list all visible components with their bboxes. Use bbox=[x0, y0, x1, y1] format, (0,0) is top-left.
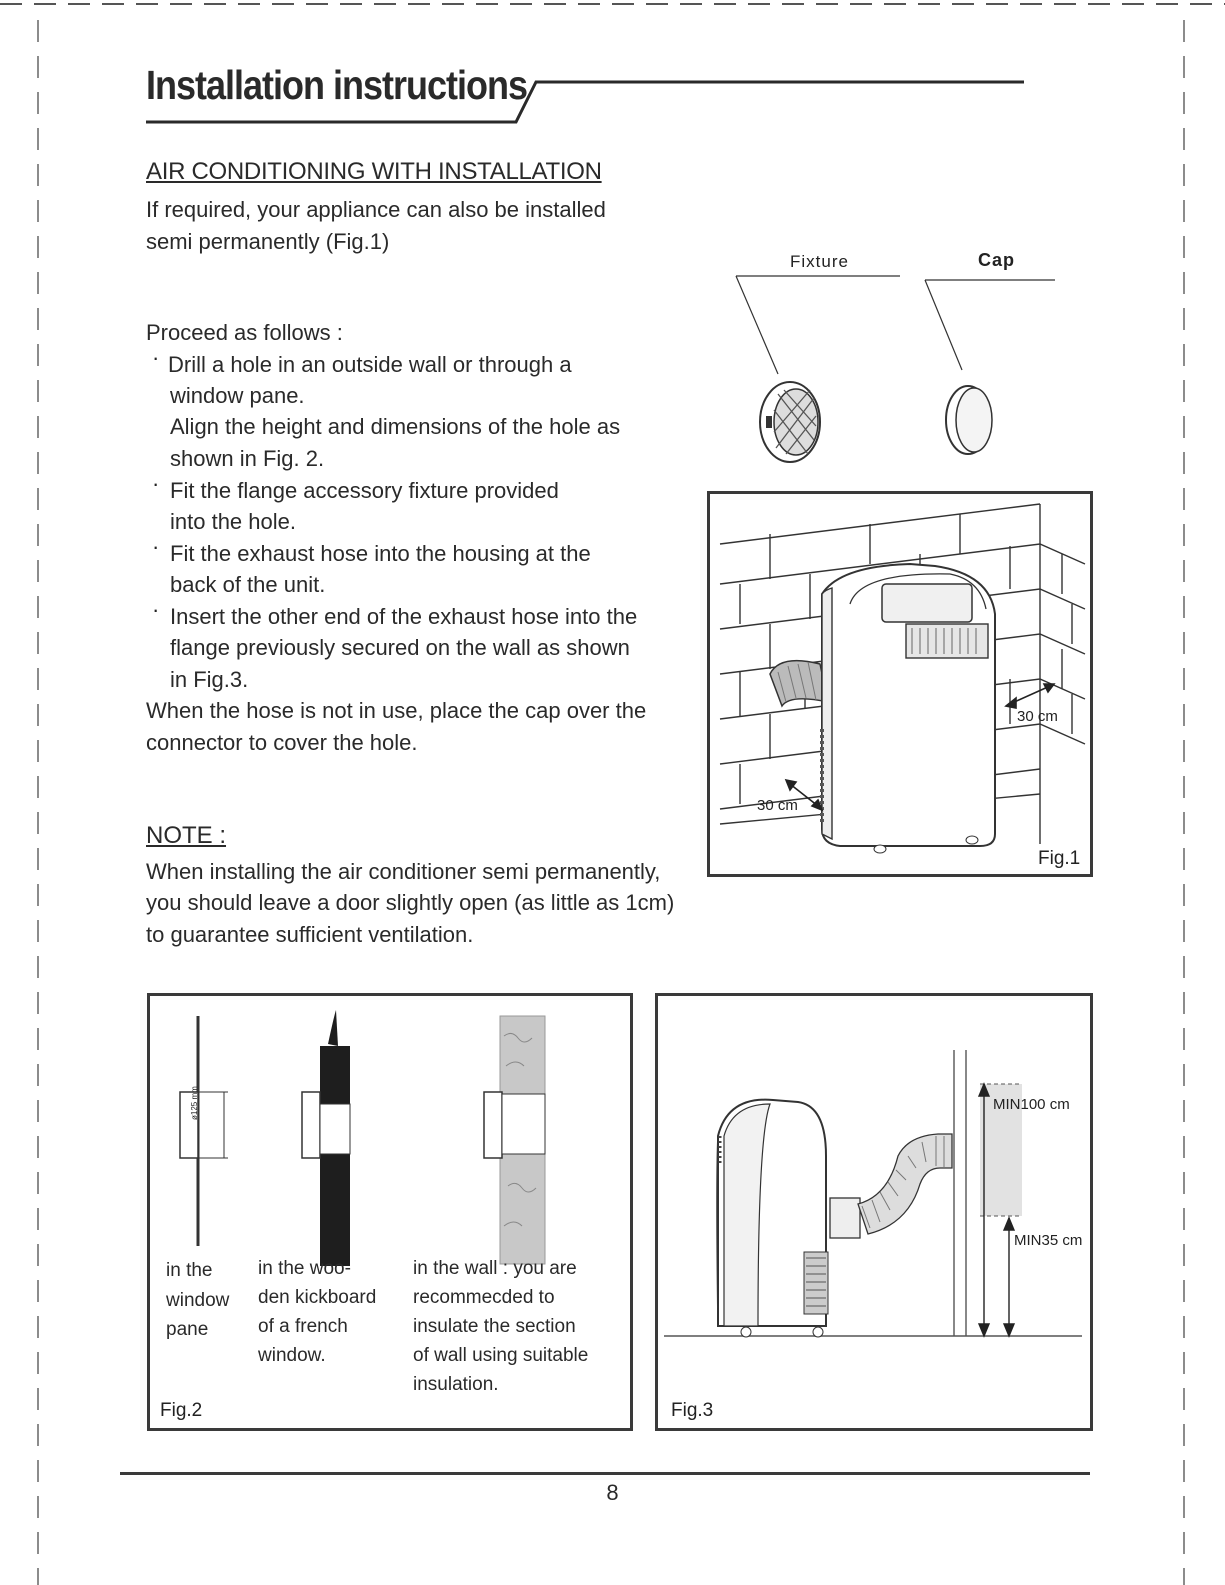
cap-icon bbox=[946, 386, 992, 454]
header-rule bbox=[140, 74, 1030, 130]
section-heading: AIR CONDITIONING WITH INSTALLATION bbox=[146, 158, 602, 185]
page-title: Installation instructions bbox=[146, 62, 528, 108]
fig2-dimension-label: ø125 mm bbox=[190, 1086, 199, 1120]
bullet-dot: · bbox=[152, 345, 160, 370]
bullet-dot: · bbox=[152, 534, 160, 559]
step-1-line-1: Drill a hole in an outside wall or through a bbox=[168, 352, 572, 377]
fig2-wood-caption-3: of a french bbox=[258, 1316, 348, 1337]
fig2-window-caption-1: in the bbox=[166, 1260, 213, 1281]
wall-diagram bbox=[484, 1016, 545, 1264]
note-line-3: to guarantee sufficient ventilation. bbox=[146, 922, 474, 947]
fig2-wall-caption-3: insulate the section bbox=[413, 1316, 576, 1337]
fig3-min-top: MIN100 cm bbox=[993, 1096, 1070, 1113]
note-line-2: you should leave a door slightly open (as little as 1cm) bbox=[146, 890, 675, 915]
intro-line-1: If required, your appliance can also be installed bbox=[146, 197, 606, 222]
fig1-caption: Fig.1 bbox=[1038, 848, 1081, 869]
exhaust-hose bbox=[770, 661, 828, 706]
fig2-window-caption-2: window bbox=[166, 1290, 230, 1311]
fig3-ac-unit bbox=[717, 1100, 828, 1337]
procedure-lead: Proceed as follows : bbox=[146, 320, 343, 345]
fig2-wall-caption-5: insulation. bbox=[413, 1374, 499, 1395]
fig2-wall-caption-2: recommecded to bbox=[413, 1287, 555, 1308]
closing-line-1: When the hose is not in use, place the cap over the bbox=[146, 698, 647, 723]
closing-line-2: connector to cover the hole. bbox=[146, 730, 418, 755]
fig1-clearance-left: 30 cm bbox=[757, 797, 798, 814]
fig3-min-bottom: MIN35 cm bbox=[1014, 1232, 1083, 1249]
fig2-wood-caption-2: den kickboard bbox=[258, 1287, 377, 1308]
bullet-dot: · bbox=[152, 471, 160, 496]
step-3-line-1: Fit the exhaust hose into the housing at the bbox=[170, 541, 591, 566]
step-4-line-3: in Fig.3. bbox=[170, 667, 249, 692]
fig2-wood-caption-1: in the woo- bbox=[258, 1258, 351, 1279]
footer-rule bbox=[120, 1472, 1090, 1475]
fig2-wall-caption-4: of wall using suitable bbox=[413, 1345, 589, 1366]
fixture-icon bbox=[760, 382, 820, 462]
fig3-exhaust-hose bbox=[830, 1134, 952, 1238]
bullet-dot: · bbox=[152, 597, 160, 622]
fig1-illustration bbox=[710, 494, 1090, 874]
fixture-label: Fixture bbox=[790, 252, 849, 271]
step-1-line-4: shown in Fig. 2. bbox=[170, 446, 325, 471]
fig3-illustration bbox=[658, 996, 1088, 1376]
window-pane-diagram bbox=[180, 1016, 228, 1246]
fig2-wall-caption-1: in the wall : you are bbox=[413, 1258, 577, 1279]
fixture-cap-illustration bbox=[730, 270, 1070, 470]
step-1-line-2: window pane. bbox=[170, 383, 305, 408]
step-2-line-2: into the hole. bbox=[170, 509, 296, 534]
fig2-caption: Fig.2 bbox=[160, 1400, 203, 1421]
fig1-clearance-right: 30 cm bbox=[1017, 708, 1058, 725]
page-number: 8 bbox=[606, 1480, 619, 1505]
step-2-line-1: Fit the flange accessory fixture provided bbox=[170, 478, 559, 503]
ac-unit bbox=[822, 564, 995, 853]
step-4-line-2: flange previously secured on the wall as shown bbox=[170, 635, 630, 660]
step-3-line-2: back of the unit. bbox=[170, 572, 326, 597]
wooden-kickboard-diagram bbox=[302, 1010, 350, 1266]
fig2-wood-caption-4: window. bbox=[258, 1345, 326, 1366]
fig2-window-caption-3: pane bbox=[166, 1319, 209, 1340]
step-4-line-1: Insert the other end of the exhaust hose into the bbox=[170, 604, 638, 629]
intro-line-2: semi permanently (Fig.1) bbox=[146, 229, 390, 254]
cap-label: Cap bbox=[978, 250, 1016, 270]
note-heading: NOTE : bbox=[146, 822, 227, 849]
step-1-line-3: Align the height and dimensions of the hole as bbox=[170, 414, 621, 439]
fig3-caption: Fig.3 bbox=[671, 1400, 714, 1421]
note-line-1: When installing the air conditioner semi permanently, bbox=[146, 859, 661, 884]
fig2-illustration bbox=[150, 996, 630, 1276]
